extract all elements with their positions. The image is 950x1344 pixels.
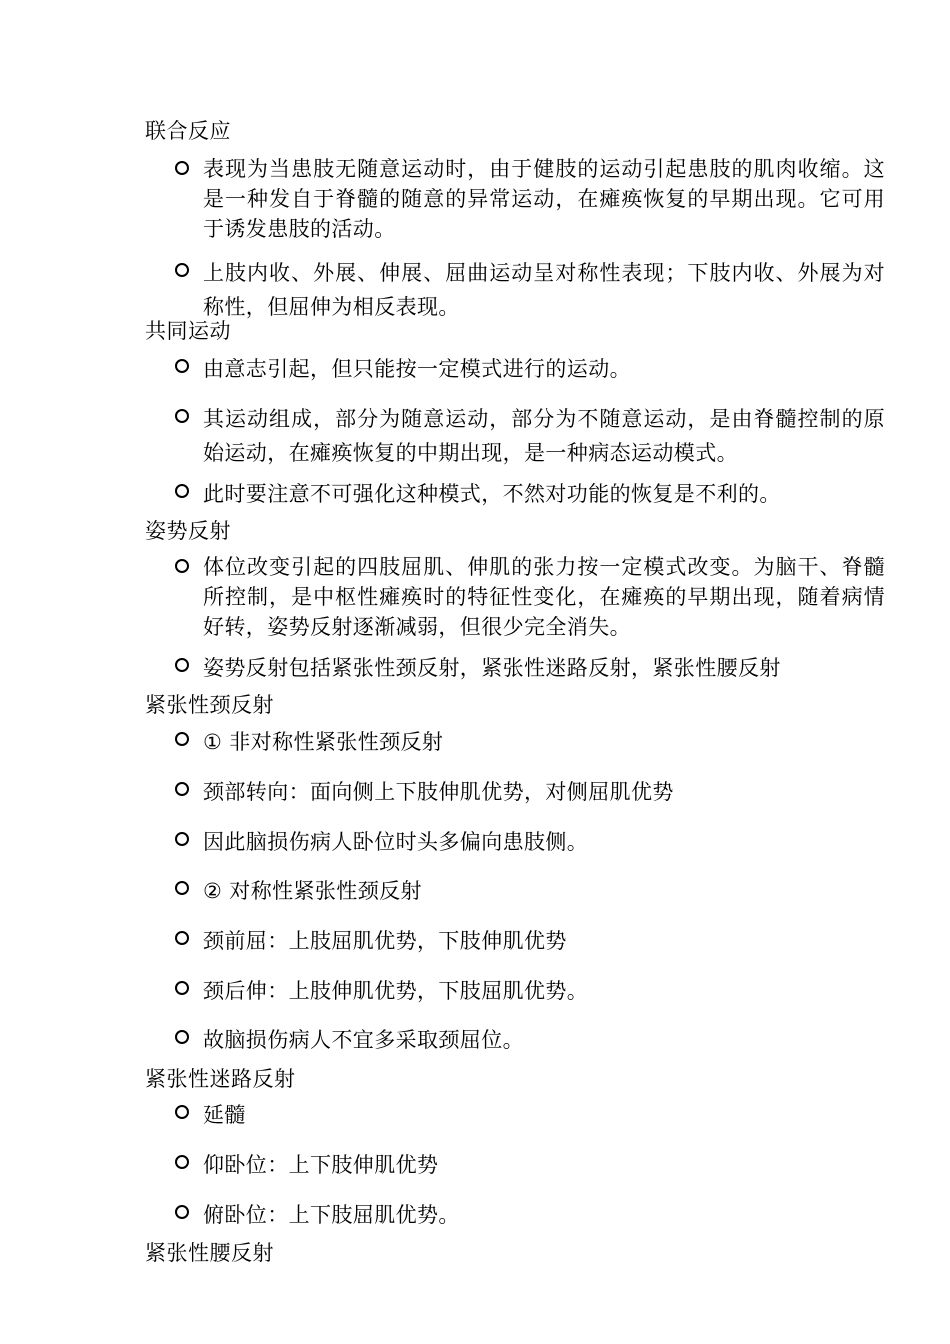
list-item	[173, 154, 885, 244]
circle-bullet-icon	[175, 1205, 189, 1219]
list-item-text: 故脑损伤病人不宜多采取颈屈位。	[203, 1028, 524, 1052]
circle-bullet-icon	[175, 1030, 189, 1044]
list-item-text: 上肢内收、外展、伸展、屈曲运动呈对称性表现；下肢内收、外展为对称性，但屈伸为相反表现。	[203, 261, 885, 319]
section-heading: 紧张性腰反射	[145, 1241, 274, 1265]
list-item-text: 姿势反射包括紧张性颈反射，紧张性迷路反射，紧张性腰反射	[203, 656, 781, 680]
list-item	[173, 874, 885, 908]
list-item	[173, 825, 885, 859]
list-item-text: 俯卧位：上下肢屈肌优势。	[203, 1203, 460, 1227]
circle-bullet-icon	[175, 484, 189, 498]
list-item	[173, 1098, 885, 1132]
circle-bullet-icon	[175, 263, 189, 277]
list-item	[173, 1023, 885, 1057]
list-item-text: 颈部转向：面向侧上下肢伸肌优势，对侧屈肌优势	[203, 780, 674, 804]
list-item	[173, 477, 885, 511]
list-item-text: 颈前屈：上肢屈肌优势，下肢伸肌优势	[203, 929, 567, 953]
circle-bullet-icon	[175, 782, 189, 796]
section-heading: 紧张性颈反射	[145, 693, 274, 717]
list-item	[173, 352, 885, 386]
list-item	[173, 1148, 885, 1182]
list-item-text: 因此脑损伤病人卧位时头多偏向患肢侧。	[203, 830, 589, 854]
section-heading: 共同运动	[145, 319, 231, 343]
list-item-text: 体位改变引起的四肢屈肌、伸肌的张力按一定模式改变。为脑干、脊髓所控制，是中枢性瘫痪时的特征性变化，在瘫痪的早期出现，随着病情好转，姿势反射逐渐减弱，但很少完全消失。	[203, 555, 885, 639]
circle-bullet-icon	[175, 161, 189, 175]
list-item	[173, 1198, 885, 1232]
circle-bullet-icon	[175, 981, 189, 995]
list-item-text: 其运动组成，部分为随意运动，部分为不随意运动，是由脊髓控制的原始运动，在瘫痪恢复的中期出现，是一种病态运动模式。	[203, 407, 885, 465]
list-item	[173, 402, 885, 470]
list-item-text: ② 对称性紧张性颈反射	[203, 879, 422, 903]
circle-bullet-icon	[175, 732, 189, 746]
circle-bullet-icon	[175, 658, 189, 672]
list-item-text: ① 非对称性紧张性颈反射	[203, 730, 444, 754]
section-heading: 姿势反射	[145, 519, 231, 543]
list-item-text: 颈后伸：上肢伸肌优势，下肢屈肌优势。	[203, 979, 589, 1003]
list-item	[173, 256, 885, 324]
circle-bullet-icon	[175, 881, 189, 895]
circle-bullet-icon	[175, 559, 189, 573]
circle-bullet-icon	[175, 1105, 189, 1119]
list-item	[173, 974, 885, 1008]
list-item-text: 仰卧位：上下肢伸肌优势	[203, 1153, 439, 1177]
circle-bullet-icon	[175, 832, 189, 846]
list-item	[173, 552, 885, 642]
list-item	[173, 775, 885, 809]
section-heading: 紧张性迷路反射	[145, 1067, 296, 1091]
circle-bullet-icon	[175, 359, 189, 373]
list-item	[173, 651, 885, 685]
list-item-text: 由意志引起，但只能按一定模式进行的运动。	[203, 357, 631, 381]
list-item-text: 延髓	[203, 1103, 246, 1127]
list-item-text: 此时要注意不可强化这种模式，不然对功能的恢复是不利的。	[203, 482, 781, 506]
circle-bullet-icon	[175, 409, 189, 423]
list-item-text: 表现为当患肢无随意运动时，由于健肢的运动引起患肢的肌肉收缩。这是一种发自于脊髓的随意的异常运动，在瘫痪恢复的早期出现。它可用于诱发患肢的活动。	[203, 157, 885, 241]
circle-bullet-icon	[175, 1155, 189, 1169]
section-heading: 联合反应	[145, 119, 231, 143]
list-item	[173, 924, 885, 958]
list-item	[173, 725, 885, 759]
circle-bullet-icon	[175, 931, 189, 945]
